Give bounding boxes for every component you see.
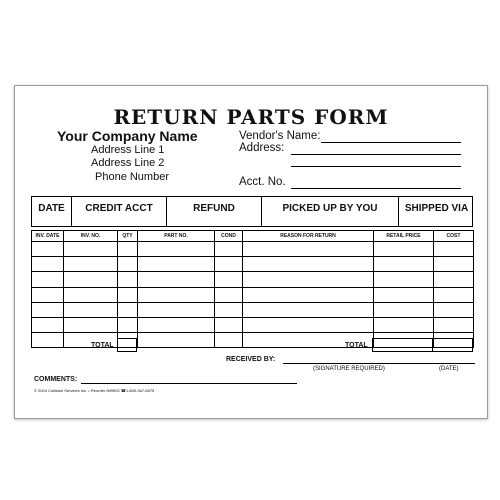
column-header-cost: COST — [434, 231, 474, 242]
form-title: RETURN PARTS FORM — [113, 105, 389, 129]
column-header-inv-date: INV. DATE — [32, 231, 64, 242]
total-label-qty: TOTAL — [91, 342, 114, 349]
vendor-address-label: Address: — [239, 142, 285, 154]
parts-table — [31, 230, 474, 348]
received-by-label: RECEIVED BY: — [226, 356, 276, 363]
company-phone: Phone Number — [95, 171, 169, 183]
received-by-line[interactable] — [283, 363, 475, 364]
column-header-inv-no: INV. NO. — [64, 231, 118, 242]
vendor-name-label: Vendor's Name: — [239, 130, 321, 142]
date-caption: (DATE) — [439, 366, 459, 372]
vendor-address-line-2[interactable] — [291, 166, 461, 167]
vendor-account-line[interactable] — [291, 188, 461, 189]
header-shipped-via[interactable]: SHIPPED VIA — [404, 203, 469, 214]
column-header-qty: QTY — [118, 231, 138, 242]
column-header-part-no: PART NO. — [138, 231, 215, 242]
column-header-retail-price: RETAIL PRICE — [374, 231, 434, 242]
return-parts-form — [14, 85, 488, 419]
header-box-row — [31, 196, 473, 227]
header-picked-up-by-you[interactable]: PICKED UP BY YOU — [262, 197, 399, 226]
table-row[interactable] — [32, 242, 474, 257]
header-credit-acct[interactable]: CREDIT ACCT — [72, 197, 167, 226]
total-label-price: TOTAL — [345, 342, 368, 349]
company-address-line-2: Address Line 2 — [91, 157, 165, 169]
table-row[interactable] — [32, 257, 474, 272]
vendor-account-label: Acct. No. — [239, 176, 286, 188]
company-name: Your Company Name — [57, 128, 198, 144]
footer-copyright: © 2004 Collision Services Inc. • Reorder IM9902 ☎1-800-367-6575 — [34, 388, 155, 393]
header-date[interactable]: DATE — [32, 197, 72, 226]
comments-line[interactable] — [81, 383, 297, 384]
vendor-name-line[interactable] — [321, 142, 461, 143]
total-qty-box[interactable] — [117, 338, 137, 352]
total-cost-box[interactable] — [432, 338, 473, 352]
table-row[interactable] — [32, 302, 474, 317]
header-refund[interactable]: REFUND — [167, 197, 262, 226]
total-retail-price-box[interactable] — [372, 338, 433, 352]
table-header-row — [32, 231, 474, 242]
table-row[interactable] — [32, 287, 474, 302]
vendor-address-line-1[interactable] — [291, 154, 461, 155]
comments-label: COMMENTS: — [34, 376, 78, 383]
table-row[interactable] — [32, 317, 474, 332]
company-address-line-1: Address Line 1 — [91, 144, 165, 156]
column-header-cond: COND — [215, 231, 243, 242]
table-row[interactable] — [32, 272, 474, 287]
column-header-reason: REASON FOR RETURN — [243, 231, 374, 242]
signature-caption: (SIGNATURE REQUIRED) — [313, 366, 385, 372]
